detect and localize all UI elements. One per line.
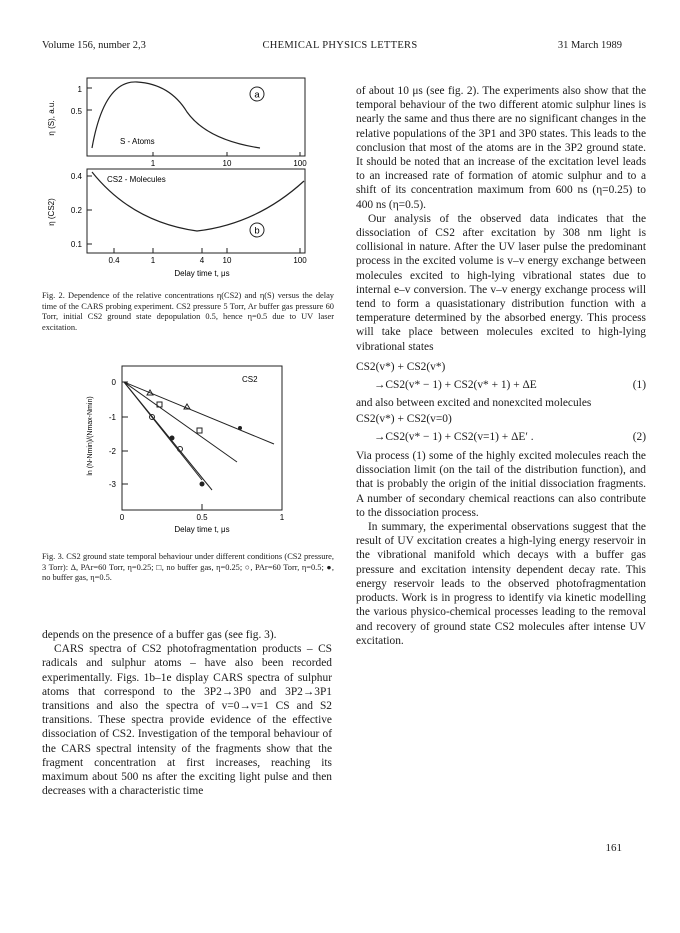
fig2a-ytick-2: 0.5 [70,107,82,116]
fig3-xtick-3: 1 [279,513,285,522]
figure-2 [42,72,342,284]
fig2-xlabel: Delay time t, μs [174,269,230,278]
fig2-panel-a [47,78,307,168]
equation-2-lhs: CS2(v*) + CS2(v=0) [356,413,452,426]
right-paragraph-1: of about 10 μs (see fig. 2). The experiments also show that the temporal behaviour of the two different atomic sulphur lines is nearly the same and thus there are no significant changes in the relative populations of the 3P1 and 3P0 states. This leads to the conclusion that most of the atoms are in the 3P2 ground state. It should be noted that an increase of the excitation level leads to an increased rate of formation of atomic sulphur and to a shift of its concentration maximum from 600 ns (η=0.25) to 400 ns (η=0.5). [356,85,646,211]
fig3-ytick-3: -2 [108,447,116,456]
right-paragraph-3: Via process (1) some of the highly excited molecules reach the dissociation limit (on the tail of the distribution function), and that is probably the origin of the initial dissociation fragments. A number of secondary chemical reactions can also contribute to the dissociation process. [356,450,646,519]
fig2b-ytick-1: 0.4 [70,172,82,181]
fig2b-series-label: CS2 - Molecules [107,175,166,184]
fig2b-ytick-2: 0.2 [70,206,82,215]
fig2-panel-b [47,169,307,278]
fig3-ytick-2: -1 [108,413,116,422]
fig3-series-label: CS2 [242,375,258,384]
fig2a-xtick-3: 100 [293,159,307,168]
fig2-caption: Fig. 2. Dependence of the relative concentrations η(CS2) and η(S) versus the delay time of the CARS probing experiment. CS2 pressure 5 Torr, Ar buffer gas pressure 60 Torr, initial CS2 ground state depopulation 0.5, hence η=0.5 due to UV laser excitation. [42,291,334,332]
fig2b-xtick-2: 1 [150,256,156,265]
fig2a-xtick-1: 1 [150,159,156,168]
fig2b-xtick-5: 100 [293,256,307,265]
fig2b-xtick-3: 4 [199,256,205,265]
fig3-xtick-2: 0.5 [196,513,208,522]
fig2a-xtick-2: 10 [222,159,232,168]
fig2b-badge: b [254,225,260,237]
fig3-markers [147,390,242,487]
left-paragraph-1: depends on the presence of a buffer gas (see fig. 3). [42,629,277,641]
fig3-xtick-1: 0 [119,513,125,522]
header-date: 31 March 1989 [557,40,622,51]
left-paragraph-2: CARS spectra of CS2 photofragmentation products – CS radicals and sulphur atoms – have also been recorded experimentally. Figs. 1b–1e display CARS spectra of sulphur atoms that correspond to the 3P2→3P0 and 3P2→3P1 transitions and also the spectra of v=0→v=1 CS and S2 transitions. These spectra provide evidence of the effective dissociation of CS2. Investigation of the temporal behaviour of the CARS spectral intensity of the fragments show that the fragment concentration at first increases, reaching its maximum about 500 ns after the exciting light pulse and then decreases with a characteristic time [42,643,332,798]
equation-1-rhs: →CS2(v* − 1) + CS2(v* + 1) + ΔE (1) [356,376,646,394]
fig3-ylabel: ln (N-Nmin)/(Nmax-Nmin) [87,396,94,476]
fig2b-ylabel: η (CS2) [47,198,56,226]
figure-3 [62,362,292,548]
fig2b-xtick-4: 10 [222,256,232,265]
left-column [42,628,332,798]
right-paragraph-mid: and also between excited and nonexcited molecules [356,396,592,409]
fig2a-ylabel: η (S), a.u. [47,100,56,136]
fig3-xlabel: Delay time t, μs [174,525,230,534]
fig2a-ytick-1: 1 [77,85,82,94]
fig2b-ytick-3: 0.1 [70,240,82,249]
equation-2-number: (2) [632,431,646,444]
fig3-ytick-1: 0 [111,378,116,387]
fig2b-xtick-1: 0.4 [108,256,120,265]
header-volume: Volume 156, number 2,3 [42,40,146,51]
header-journal: CHEMICAL PHYSICS LETTERS [262,40,418,51]
equation-1-number: (1) [632,378,646,391]
fig3-caption: Fig. 3. CS2 ground state temporal behaviour under different conditions (CS2 pressure, 3 Torr): Δ, PAr=60 Torr, η=0.25; □, no buffer gas, η=0.25; ○, PAr=60 Torr, η=0.5; ●, no buffer gas, η=0.5. [42,552,334,583]
equation-1-lhs: CS2(v*) + CS2(v*) [356,360,446,373]
right-paragraph-4: In summary, the experimental observations suggest that the result of UV excitation creates a high-lying energy reservoir in the vibrational manifold which decays with a buffer gas pressure and excitation intensity dependent decay rate. This energy reservoir leads to the observed photofragmentation products. Work is in progress to identify via kinetic modelling the various physico-chemical processes leading to the removal and recovery of ground state CS2 molecules after intense UV excitation. [356,521,646,647]
equation-2-rhs: →CS2(v* − 1) + CS2(v=1) + ΔE′ . (2) [356,428,646,446]
right-column [356,84,646,648]
right-paragraph-2: Our analysis of the observed data indicates that the dissociation of CS2 after excitation by 308 nm light is collisional in nature. After the UV laser pulse the predominant process in the excited volume is v–v energy exchange between molecules excited to high-lying vibrational states due to internal e–v conversion. The v–v energy exchange process will tend to form a quasistationary distribution function with a temperature determined by the absorbed energy. This process will take place between molecules excited to high-lying vibrational states [356,212,646,353]
fig2a-series-label: S - Atoms [120,137,155,146]
fig3-ytick-4: -3 [108,480,116,489]
fig2a-badge: a [254,89,260,101]
page-number: 161 [605,842,622,854]
